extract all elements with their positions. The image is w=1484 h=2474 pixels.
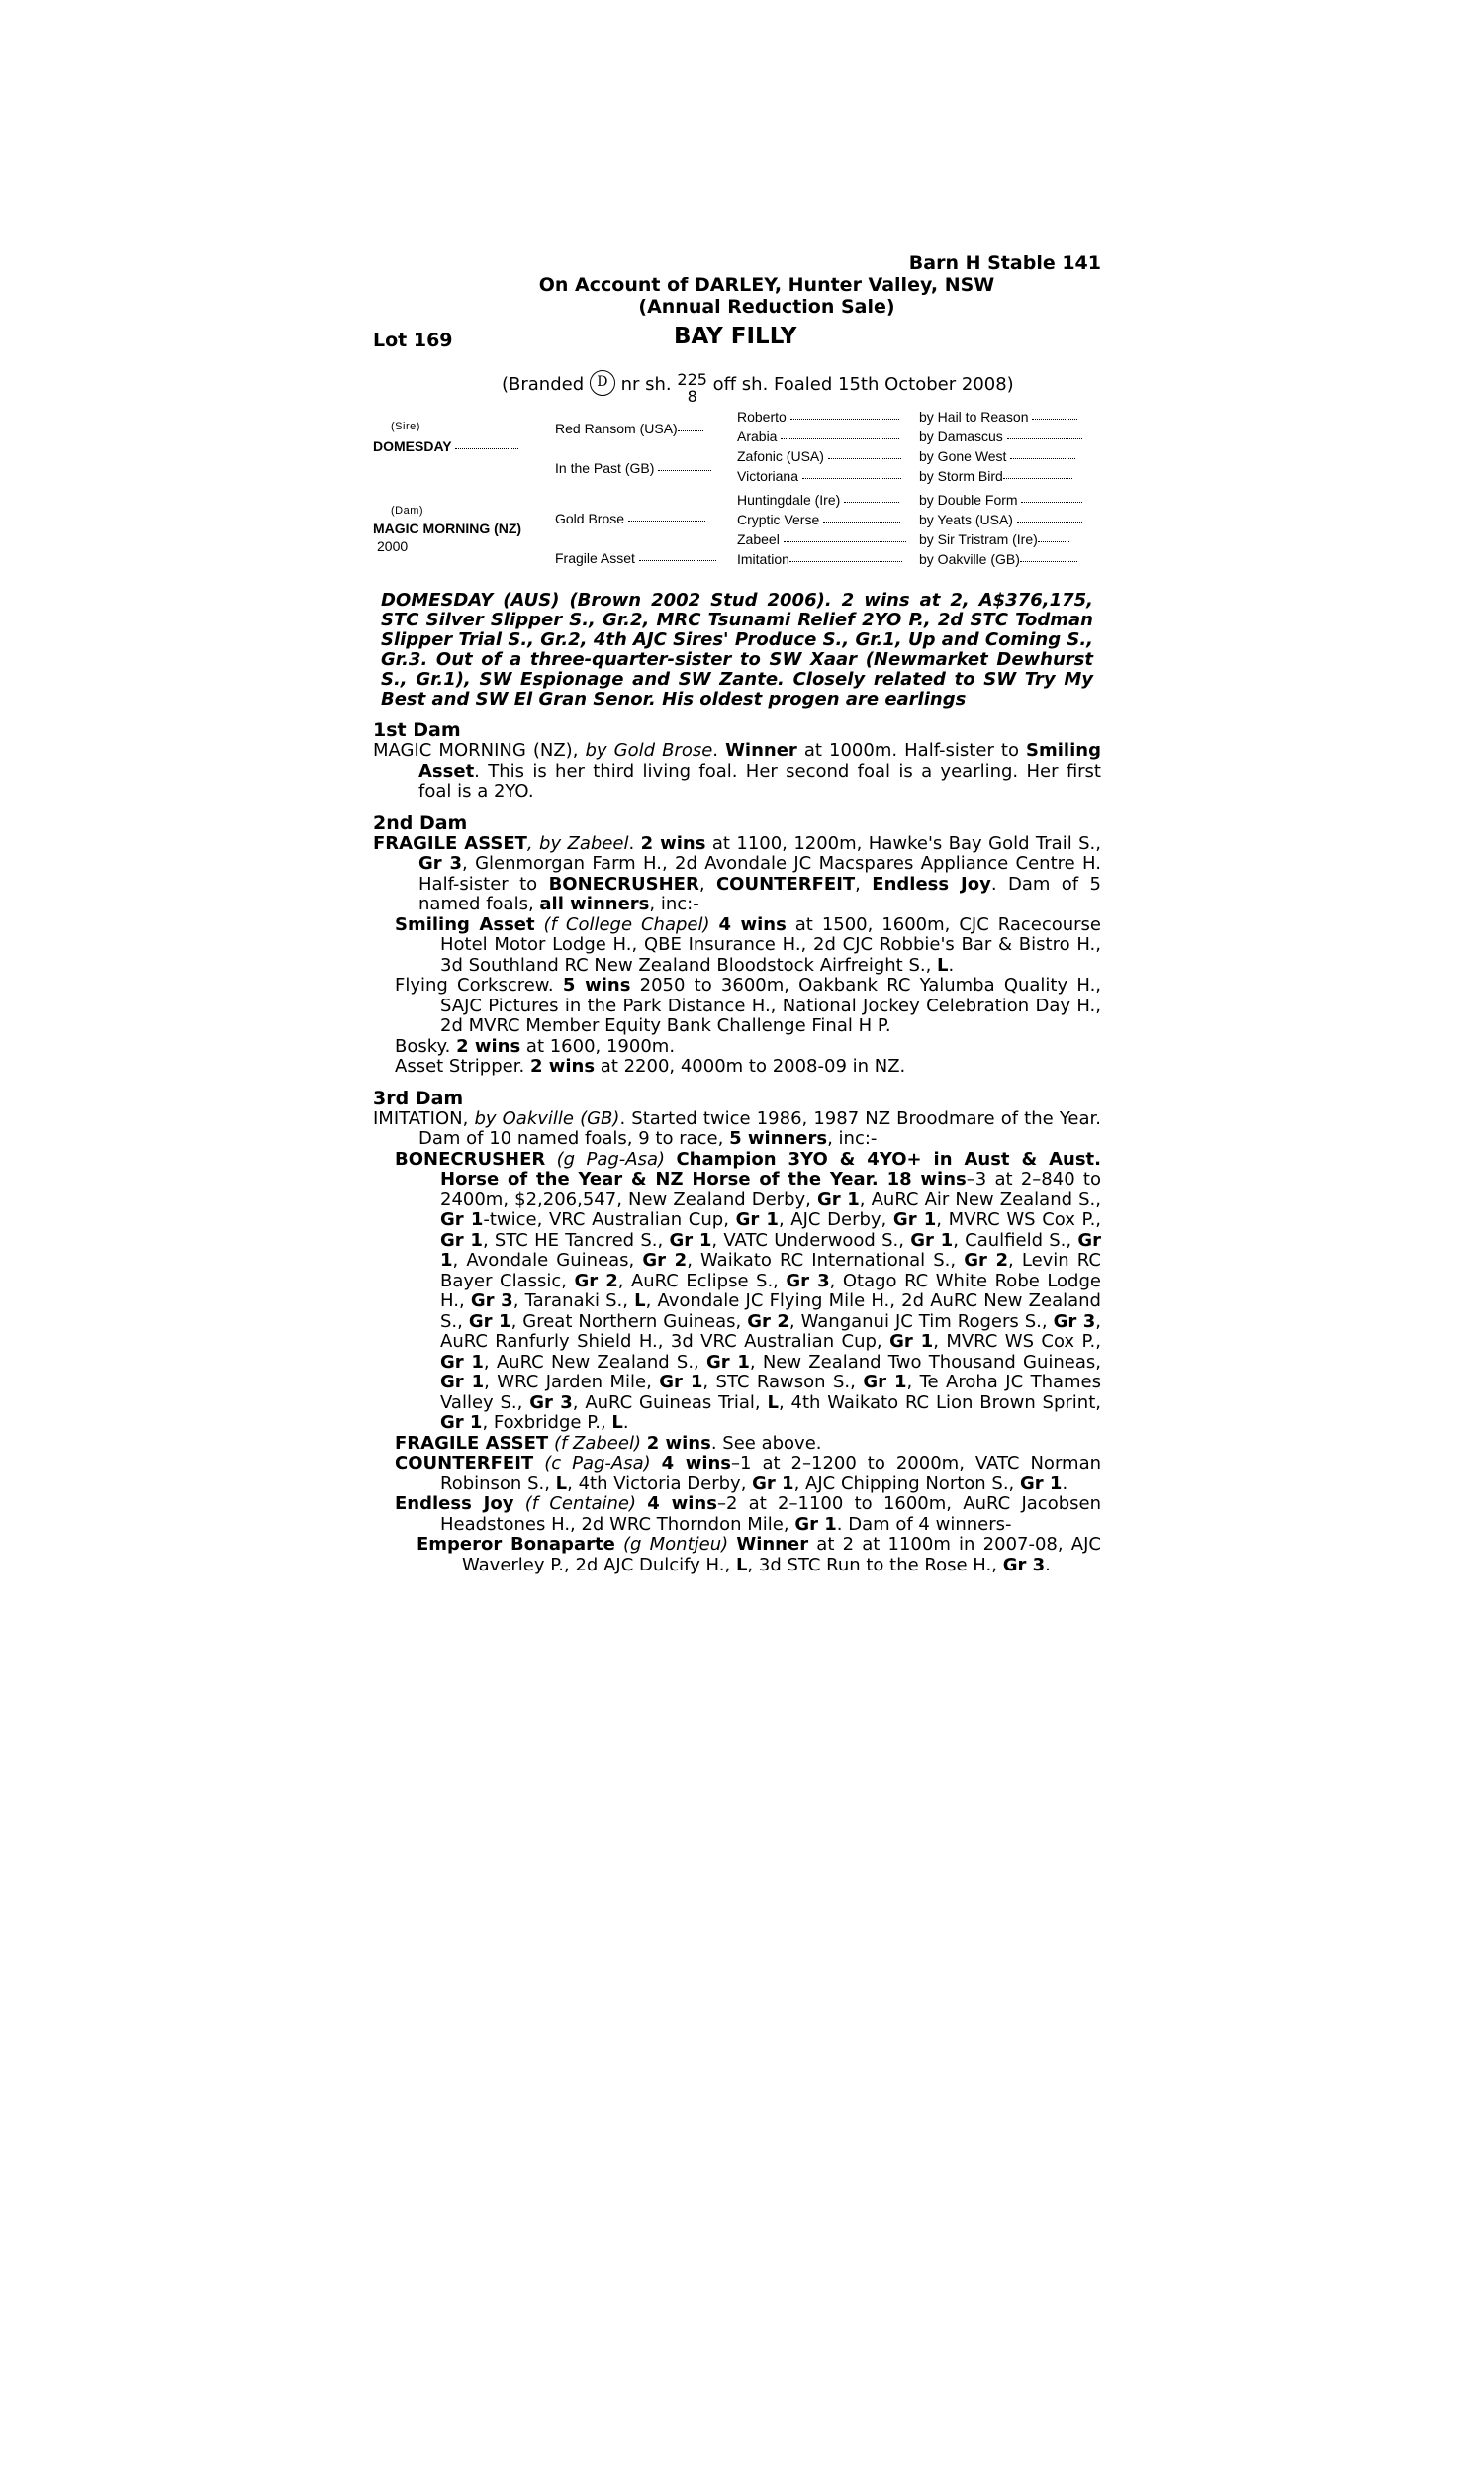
pedigree-g3-sire-0: by Hail to Reason xyxy=(919,409,1077,425)
second-dam-paragraph: FRAGILE ASSET, by Zabeel. 2 wins at 1100, 1200m, Hawke's Bay Gold Trail S., Gr 3, Glenmorgan Farm H., 2d Avondale JC Macspares Appliance Centre H. Half-sister to BONECRUSHER, COUNTERFEIT, Endless Joy. Dam of 5 named foals, all winners, inc:- xyxy=(373,832,1101,914)
pedigree-g3-sire-4: by Double Form xyxy=(919,492,1082,508)
pedigree-g3-sire-3: by Storm Bird xyxy=(919,468,1072,484)
brand-suffix: off sh. Foaled 15th October 2008) xyxy=(712,374,1014,395)
pedigree-g3-3: Victoriana xyxy=(737,468,901,484)
pedigree-g3-2: Zafonic (USA) xyxy=(737,448,901,464)
brand-prefix: (Branded xyxy=(502,374,585,395)
vendor-account: On Account of DARLEY, Hunter Valley, NSW xyxy=(538,274,995,296)
foal-flying-corkscrew: Flying Corkscrew. 5 wins 2050 to 3600m, Oakbank RC Yalumba Quality H., SAJC Pictures in the Park Distance H., National Jockey Celebration Day H., 2d MVRC Member Equity Bank Challenge Final H P. xyxy=(395,975,1102,1036)
brand-nr: nr sh. xyxy=(620,374,672,395)
pedigree-g3-sire-7: by Oakville (GB) xyxy=(919,551,1077,567)
dam-label: (Dam) xyxy=(391,505,424,517)
sire-label: (Sire) xyxy=(391,421,420,432)
pedigree-g2-0: Red Ransom (USA) xyxy=(555,421,703,436)
pedigree-g3-0: Roberto xyxy=(737,409,899,425)
foal-counterfeit: COUNTERFEIT (c Pag-Asa) 4 wins–1 at 2–1200 to 2000m, VATC Norman Robinson S., L, 4th Victoria Derby, Gr 1, AJC Chipping Norton S., Gr 1. xyxy=(395,1453,1102,1494)
dam-year: 2000 xyxy=(377,538,409,554)
pedigree-g3-1: Arabia xyxy=(737,428,899,444)
barn-stable: Barn H Stable 141 xyxy=(908,252,1101,274)
brand-number: 225 8 xyxy=(677,370,707,406)
catalogue-page xyxy=(373,252,1101,1575)
pedigree-g3-sire-6: by Sir Tristram (Ire) xyxy=(919,531,1069,547)
brand-d-icon: D xyxy=(590,370,615,396)
foal-fragile-asset: FRAGILE ASSET (f Zabeel) 2 wins. See above. xyxy=(395,1432,822,1454)
first-dam-heading: 1st Dam xyxy=(373,719,461,741)
lot-number: Lot 169 xyxy=(373,330,453,351)
foal-endless-joy: Endless Joy (f Centaine) 4 wins–2 at 2–1100 to 1600m, AuRC Jacobsen Headstones H., 2d WRC Thorndon Mile, Gr 1. Dam of 4 winners- xyxy=(395,1493,1101,1535)
third-dam-paragraph: IMITATION, by Oakville (GB). Started twice 1986, 1987 NZ Broodmare of the Year. Dam of 10 named foals, 9 to race, 5 winners, inc:- xyxy=(373,1107,1102,1149)
pedigree-g3-4: Huntingdale (Ire) xyxy=(737,492,899,508)
foal-emperor-bonaparte: Emperor Bonaparte (g Montjeu) Winner at 2 at 1100m in 2007-08, AJC Waverley P., 2d AJC Dulcify H., L, 3d STC Run to the Rose H., Gr 3. xyxy=(417,1534,1101,1575)
pedigree-g3-sire-1: by Damascus xyxy=(919,428,1082,444)
third-dam-heading: 3rd Dam xyxy=(373,1087,464,1109)
pedigree-table xyxy=(373,409,1101,575)
foal-bosky: Bosky. 2 wins at 1600, 1900m. xyxy=(395,1035,676,1057)
pedigree-g2-1: In the Past (GB) xyxy=(555,460,711,476)
second-dam-heading: 2nd Dam xyxy=(373,811,468,834)
pedigree-g3-sire-5: by Yeats (USA) xyxy=(919,512,1082,527)
dam-name: MAGIC MORNING (NZ) xyxy=(373,521,522,536)
pedigree-g3-sire-2: by Gone West xyxy=(919,448,1075,464)
horse-description: BAY FILLY xyxy=(674,324,797,349)
pedigree-g2-3: Fragile Asset xyxy=(555,550,716,566)
pedigree-g3-7: Imitation xyxy=(737,551,902,567)
pedigree-g2-2: Gold Brose xyxy=(555,511,705,526)
brand-line xyxy=(373,363,1101,407)
foal-asset-stripper: Asset Stripper. 2 wins at 2200, 4000m to 2008-09 in NZ. xyxy=(395,1056,906,1077)
pedigree-g3-5: Cryptic Verse xyxy=(737,512,900,527)
foal-smiling-asset: Smiling Asset (f College Chapel) 4 wins at 1500, 1600m, CJC Racecourse Hotel Motor Lodge H., QBE Insurance H., 2d CJC Robbie's Bar & Bistro H., 3d Southland RC New Zealand Bloodstock Airfreight S., L. xyxy=(395,913,1101,976)
first-dam-paragraph: MAGIC MORNING (NZ), by Gold Brose. Winner at 1000m. Half-sister to Smiling Asset. This is her third living foal. Her second foal is a yearling. Her first foal is a 2YO. xyxy=(373,740,1101,802)
sire-intro: DOMESDAY (AUS) (Brown 2002 Stud 2006). 2 wins at 2, A$376,175, STC Silver Slipper S., Gr.2, MRC Tsunami Relief 2YO P., 2d STC Todman Slipper Trial S., Gr.2, 4th AJC Sires' Produce S., Gr.1, Up and Coming S., Gr.3. Out of a three-quarter-sister to SW Xaar (Newmarket Dewhurst S., Gr.1), SW Espionage and SW Zante. Closely related to SW Try My Best and SW El Gran Senor. His oldest progen are earlings xyxy=(381,590,1094,710)
sale-name: (Annual Reduction Sale) xyxy=(638,296,895,318)
foal-bonecrusher: BONECRUSHER (g Pag-Asa) Champion 3YO & 4YO+ in Aust & Aust. Horse of the Year & NZ Horse of the Year. 18 wins–3 at 2–840 to 2400m, $2,206,547, New Zealand Derby, Gr 1, AuRC Air New Zealand S., Gr 1-twice, VRC Australian Cup, Gr 1, AJC Derby, Gr 1, MVRC WS Cox P., Gr 1, STC HE Tancred S., Gr 1, VATC Underwood S., Gr 1, Caulfield S., Gr 1, Avondale Guineas, Gr 2, Waikato RC International S., Gr 2, Levin RC Bayer Classic, Gr 2, AuRC Eclipse S., Gr 3, Otago RC White Robe Lodge H., Gr 3, Taranaki S., L, Avondale JC Flying Mile H., 2d AuRC New Zealand S., Gr 1, Great Northern Guineas, Gr 2, Wanganui JC Tim Rogers S., Gr 3, AuRC Ranfurly Shield H., 3d VRC Australian Cup, Gr 1, MVRC WS Cox P., Gr 1, AuRC New Zealand S., Gr 1, New Zealand Two Thousand Guineas, Gr 1, WRC Jarden Mile, Gr 1, STC Rawson S., Gr 1, Te Aroha JC Thames Valley S., Gr 3, AuRC Guineas Trial, L, 4th Waikato RC Lion Brown Sprint, Gr 1, Foxbridge P., L. xyxy=(395,1148,1102,1433)
pedigree-g3-6: Zabeel xyxy=(737,531,906,547)
sire-name: DOMESDAY xyxy=(373,438,518,454)
